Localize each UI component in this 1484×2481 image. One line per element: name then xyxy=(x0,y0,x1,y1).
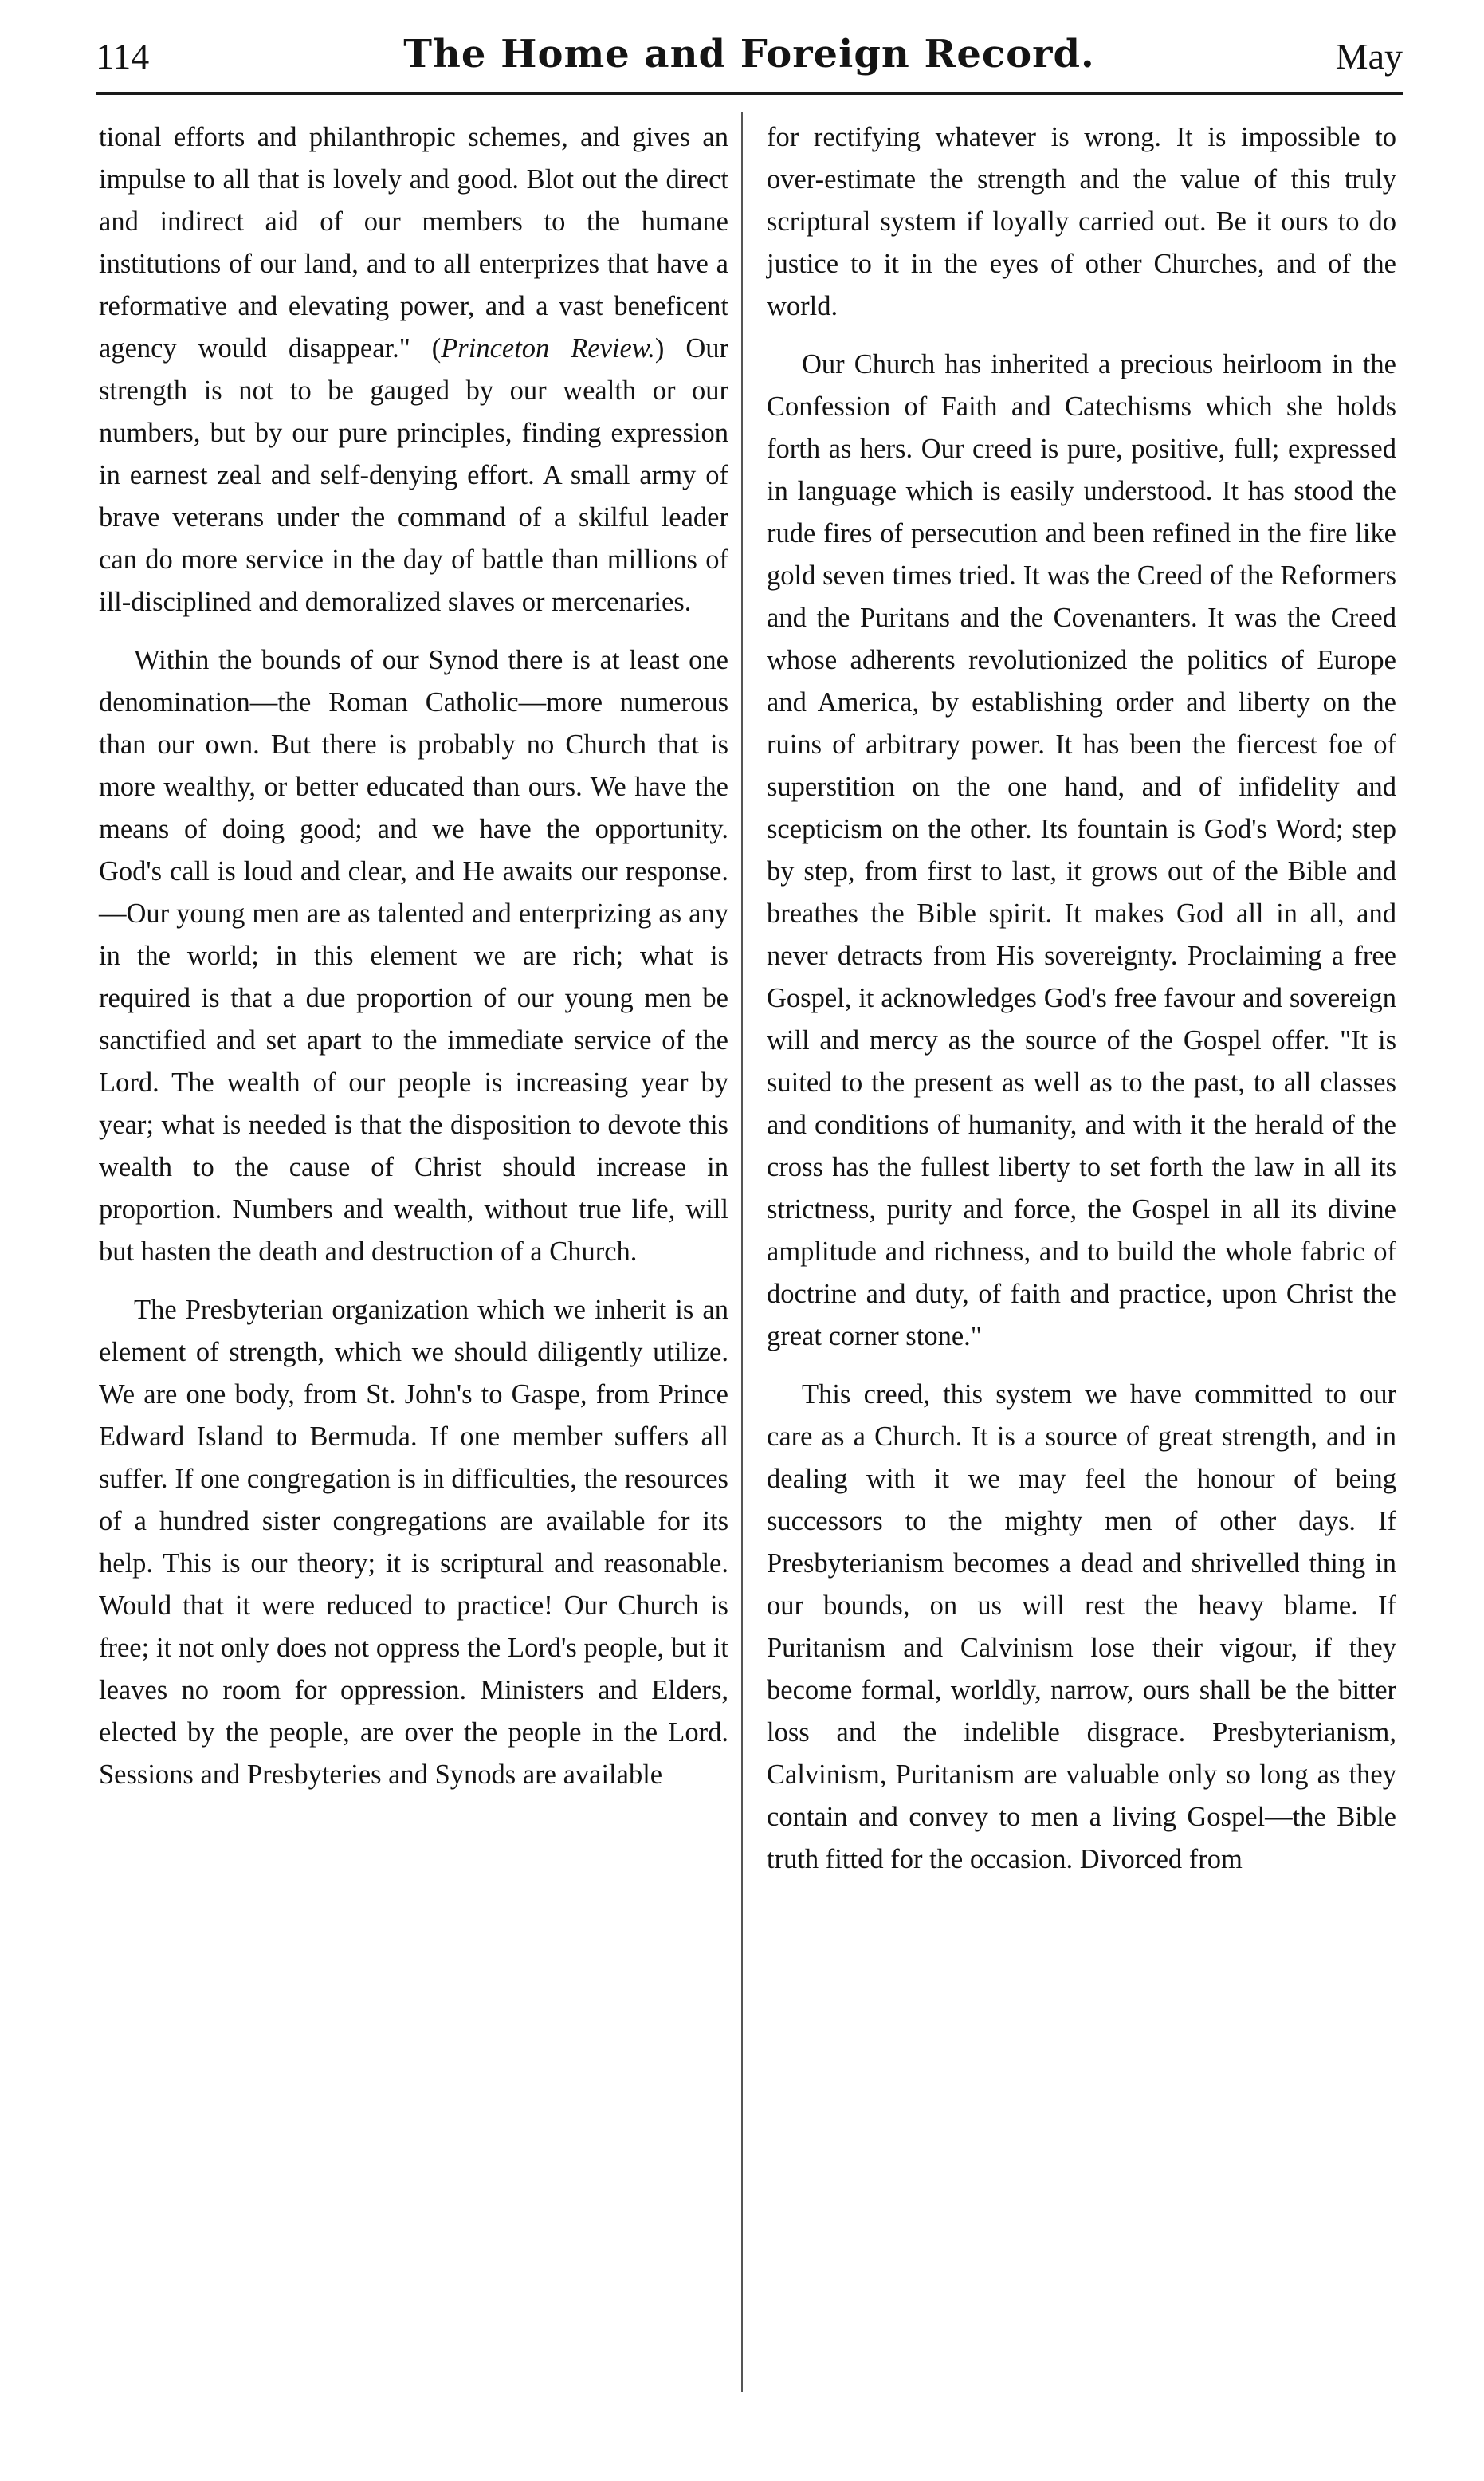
issue-month: May xyxy=(1335,36,1403,77)
right-column xyxy=(767,116,1396,1881)
running-title: The Home and Foreign Record. xyxy=(403,32,1095,77)
left-column xyxy=(99,116,728,1796)
page-header xyxy=(96,32,1403,91)
citation: Princeton Review. xyxy=(441,333,655,364)
left-paragraph-3: The Presbyterian organization which we inherit is an element of strength, which we should diligently utilize. We are one body, from St. John's to Gaspe, from Prince Edward Island to Bermuda. If one member suffers all suffer. If one congregation is in difficulties, the resources of a hundred sister congregations are available for its help. This is our theory; it is scriptural and reasonable. Would that it were reduced to practice! Our Church is free; it not only does not oppress the Lord's people, but it leaves no room for oppression. Ministers and Elders, elected by the people, are over the people in the Lord. Sessions and Presbyteries and Synods are available xyxy=(99,1295,728,1790)
page-number: 114 xyxy=(96,36,150,77)
header-rule xyxy=(96,92,1403,95)
right-paragraph-1: for rectifying whatever is wrong. It is impossible to over-estimate the strength and the value of this truly scriptural system if loyally carried out. Be it ours to do justice to it in the eyes of other Churches, and of the world. xyxy=(767,122,1396,321)
right-paragraph-3: This creed, this system we have committed to our care as a Church. It is a source of great strength, and in dealing with it we may feel the honour of being successors to the mighty men of other days. If Presbyterianism becomes a dead and shrivelled thing in our bounds, on us will rest the heavy blame. If Puritanism and Calvinism lose their vigour, if they become formal, worldly, narrow, ours shall be the bitter loss and the indelible disgrace. Presbyterianism, Calvinism, Puritanism are valuable only so long as they contain and convey to men a living Gospel—the Bible truth fitted for the occasion. Divorced from xyxy=(767,1379,1396,1874)
right-paragraph-2: Our Church has inherited a precious heirloom in the Confession of Faith and Catechisms which she holds forth as hers. Our creed is pure, positive, full; expressed in language which is easily understood. It has stood the rude fires of persecution and been refined in the fire like gold seven times tried. It was the Creed of the Reformers and the Puritans and the Covenanters. It was the Creed whose adherents revolutionized the politics of Europe and America, by establishing order and liberty on the ruins of arbitrary power. It has been the fiercest foe of superstition on the one hand, and of infidelity and scepticism on the other. Its fountain is God's Word; step by step, from first to last, it grows out of the Bible and breathes the Bible spirit. It makes God all in all, and never detracts from His sovereignty. Proclaiming a free Gospel, it acknowledges God's free favour and sovereign will and mercy as the source of the Gospel offer. "It is suited to the present as well as to the past, to all classes and conditions of humanity, and with it the herald of the cross has the fullest liberty to set forth the law in all its strictness, purity and force, the Gospel in all its divine amplitude and richness, and to build the whole fabric of doctrine and duty, of faith and practice, upon Christ the great corner stone." xyxy=(767,349,1396,1351)
left-paragraph-2: Within the bounds of our Synod there is at least one denomination—the Roman Catholic—more numerous than our own. But there is probably no Church that is more wealthy, or better educated than ours. We have the means of doing good; and we have the opportunity. God's call is loud and clear, and He awaits our response.—Our young men are as talented and enterprizing as any in the world; in this element we are rich; what is required is that a due proportion of our young men be sanctified and set apart to the immediate service of the Lord. The wealth of our people is increasing year by year; what is needed is that the disposition to devote this wealth to the cause of Christ should increase in proportion. Numbers and wealth, without true life, will but hasten the death and destruction of a Church. xyxy=(99,645,728,1267)
left-paragraph-1 xyxy=(99,116,728,623)
left-p1-text-a: tional efforts and philanthropic schemes, and gives an impulse to all that is lovely and good. Blot out the direct and indirect aid of our members to the humane institutions of our land, and to all enterprizes that have a reformative and elevating power, and a vast beneficent agency would disappear." ( xyxy=(99,122,728,364)
left-p1-text-b: ) Our strength is not to be gauged by our wealth or our numbers, but by our pure principles, finding expression in earnest zeal and self-denying effort. A small army of brave veterans under the command of a skilful leader can do more service in the day of battle than millions of ill-disciplined and demoralized slaves or mercenaries. xyxy=(99,333,728,617)
column-divider xyxy=(741,112,743,2392)
